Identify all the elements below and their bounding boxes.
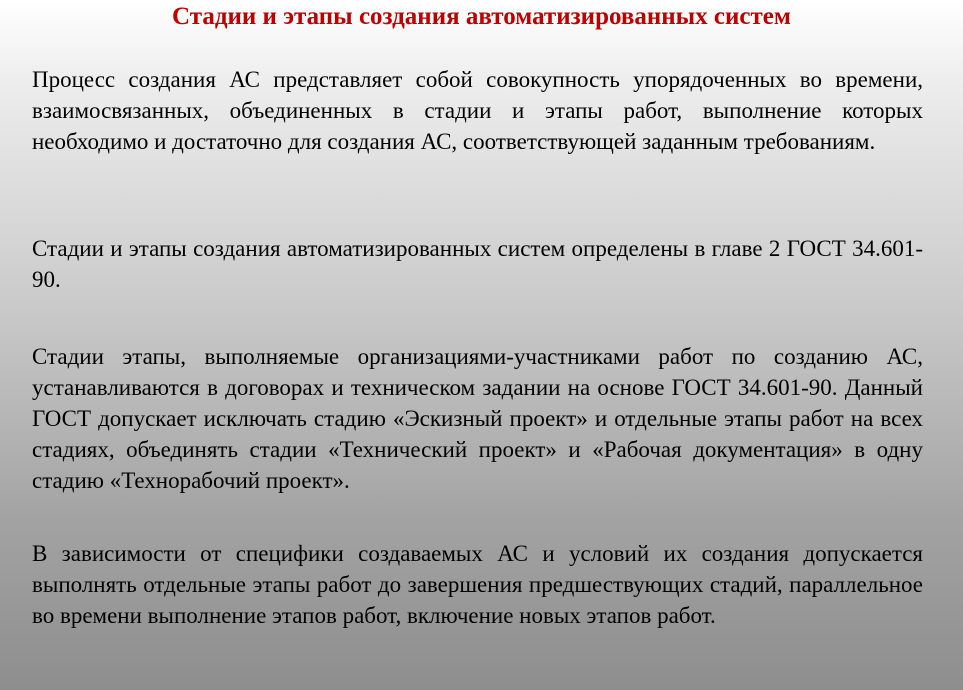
paragraph-gost-reference: Стадии и этапы создания автоматизированных систем определены в главе 2 ГОСТ 34.601-90.	[32, 236, 923, 292]
paragraph-stage-flexibility: В зависимости от специфики создаваемых АС и условий их создания допускается выполнять отдельные этапы работ до завершения предшествующих стадий, параллельное во времени выполнение этапов работ, включение новых этапов работ.	[32, 541, 923, 628]
slide-title: Стадии и этапы создания автоматизированных систем	[172, 3, 791, 30]
paragraph-stages-agreement: Стадии этапы, выполняемые организациями-участниками работ по созданию АС, устанавливаются в договорах и техническом задании на основе ГОСТ 34.601-90. Данный ГОСТ допускает исключать стадию «Эскизный проект» и отдельные этапы работ на всех стадиях, объединять стадии «Технический проект» и «Рабочая документация» в одну стадию «Технорабочий проект».	[32, 344, 923, 493]
paragraph-process-definition: Процесс создания АС представляет собой совокупность упорядоченных во времени, взаимосвязанных, объединенных в стадии и этапы работ, выполнение которых необходимо и достаточно для создания АС, соответствующей заданным требованиям.	[32, 67, 923, 154]
